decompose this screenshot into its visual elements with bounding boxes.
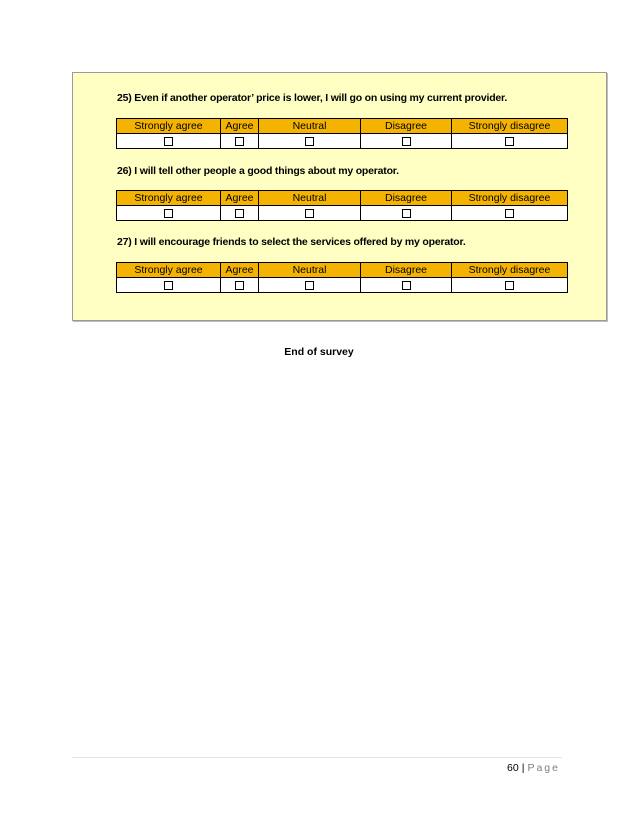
cell-strongly-agree xyxy=(117,278,221,293)
cell-strongly-disagree xyxy=(452,278,568,293)
footer-separator: | xyxy=(521,762,525,774)
cell-neutral xyxy=(259,278,361,293)
checkbox-neutral[interactable] xyxy=(305,281,314,290)
header-disagree: Disagree xyxy=(361,191,452,206)
cell-disagree xyxy=(361,278,452,293)
page-footer xyxy=(507,762,560,774)
header-neutral: Neutral xyxy=(259,119,361,134)
end-of-survey: End of survey xyxy=(284,346,354,358)
header-disagree: Disagree xyxy=(361,263,452,278)
cell-agree xyxy=(221,134,259,149)
header-disagree: Disagree xyxy=(361,119,452,134)
header-strongly-agree: Strongly agree xyxy=(117,119,221,134)
checkbox-disagree[interactable] xyxy=(402,209,411,218)
cell-agree xyxy=(221,278,259,293)
checkbox-disagree[interactable] xyxy=(402,137,411,146)
header-agree: Agree xyxy=(221,191,259,206)
checkbox-strongly-disagree[interactable] xyxy=(505,209,514,218)
header-strongly-disagree: Strongly disagree xyxy=(452,191,568,206)
header-neutral: Neutral xyxy=(259,263,361,278)
cell-disagree xyxy=(361,134,452,149)
likert-table-25 xyxy=(116,118,568,149)
cell-disagree xyxy=(361,206,452,221)
checkbox-strongly-disagree[interactable] xyxy=(505,281,514,290)
page-number: 60 xyxy=(507,762,519,774)
header-agree: Agree xyxy=(221,263,259,278)
header-strongly-agree: Strongly agree xyxy=(117,263,221,278)
likert-table-27 xyxy=(116,262,568,293)
likert-table-26 xyxy=(116,190,568,221)
checkbox-strongly-agree[interactable] xyxy=(164,209,173,218)
cell-strongly-disagree xyxy=(452,206,568,221)
checkbox-neutral[interactable] xyxy=(305,209,314,218)
checkbox-agree[interactable] xyxy=(235,137,244,146)
checkbox-strongly-agree[interactable] xyxy=(164,137,173,146)
cell-neutral xyxy=(259,134,361,149)
cell-strongly-disagree xyxy=(452,134,568,149)
cell-agree xyxy=(221,206,259,221)
checkbox-strongly-disagree[interactable] xyxy=(505,137,514,146)
question-26: 26) I will tell other people a good things about my operator. xyxy=(117,165,399,177)
page-label: Page xyxy=(527,762,560,774)
footer-divider xyxy=(72,757,562,758)
cell-strongly-agree xyxy=(117,206,221,221)
checkbox-agree[interactable] xyxy=(235,281,244,290)
cell-strongly-agree xyxy=(117,134,221,149)
checkbox-agree[interactable] xyxy=(235,209,244,218)
header-agree: Agree xyxy=(221,119,259,134)
header-neutral: Neutral xyxy=(259,191,361,206)
header-strongly-agree: Strongly agree xyxy=(117,191,221,206)
checkbox-disagree[interactable] xyxy=(402,281,411,290)
checkbox-strongly-agree[interactable] xyxy=(164,281,173,290)
cell-neutral xyxy=(259,206,361,221)
checkbox-neutral[interactable] xyxy=(305,137,314,146)
header-strongly-disagree: Strongly disagree xyxy=(452,119,568,134)
question-25: 25) Even if another operator’ price is lower, I will go on using my current provider. xyxy=(117,92,508,104)
header-strongly-disagree: Strongly disagree xyxy=(452,263,568,278)
question-27: 27) I will encourage friends to select the services offered by my operator. xyxy=(117,236,466,248)
